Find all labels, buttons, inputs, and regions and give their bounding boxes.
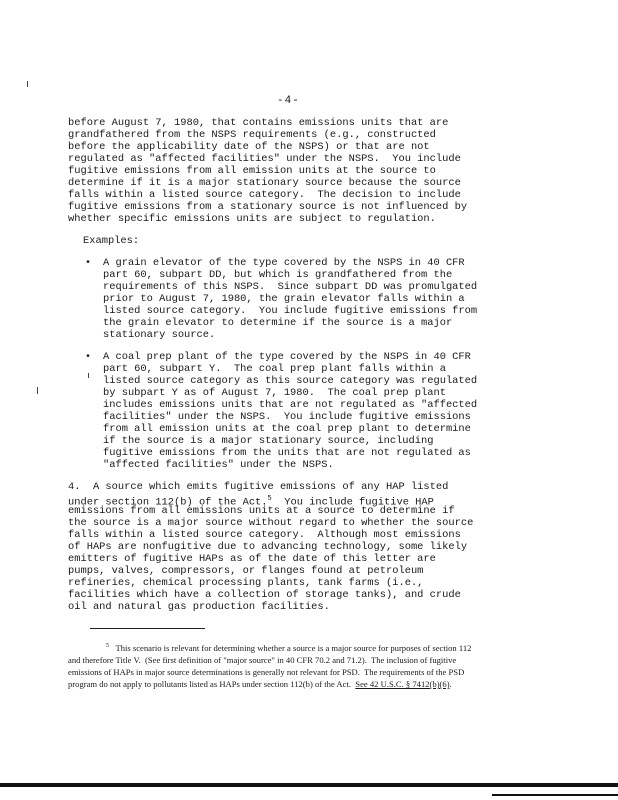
text-line: A grain elevator of the type covered by the NSPS in 40 CFR — [103, 257, 465, 269]
text-line: the grain elevator to determine if the source is a major — [103, 317, 453, 329]
text-line: listed source category. You include fugitive emissions from — [103, 305, 478, 317]
margin-mark — [88, 373, 89, 378]
text-line: falls within a listed source category. The decision to include — [68, 189, 461, 201]
text-line: whether specific emissions units are subject to regulation. — [68, 213, 436, 225]
text-line: regulated as "affected facilities" under the NSPS. You include — [68, 153, 461, 165]
text-span: You include fugitive HAP — [271, 496, 434, 509]
text-line: includes emissions units that are not regulated as "affected — [103, 399, 478, 411]
text-line: emitters of fugitive HAPs as of the date of this letter are — [68, 553, 436, 565]
text-line: stationary source. — [103, 329, 216, 341]
text-span: program do not apply to pollutants listed as HAPs under section 112(b) of the Act. — [68, 679, 356, 689]
text-line: grandfathered from the NSPS requirements (e.g., constructed — [68, 129, 436, 141]
text-line: facilities" under the NSPS. You include fugitive emissions — [103, 411, 471, 423]
footnote-line: and therefore Title V. (See first definition of "major source" in 40 CFR 70.2 and 71.2). The inclusion of fugitive — [68, 655, 457, 665]
text-line: of HAPs are nonfugitive due to advancing technology, some likely — [68, 541, 468, 553]
margin-mark — [27, 81, 28, 87]
text-span: . — [449, 679, 452, 689]
text-line: pumps, valves, compressors, or flanges found at petroleum — [68, 565, 424, 577]
text-line: the source is a major source without regard to whether the source — [68, 517, 474, 529]
text-line: falls within a listed source category. Although most emissions — [68, 529, 461, 541]
bullet-icon: • — [85, 352, 92, 363]
footnote-line: emissions of HAPs in major source determinations is generally not relevant for PSD. The requirements of the PSD — [68, 667, 465, 677]
text-line: A coal prep plant of the type covered by the NSPS in 40 CFR — [103, 351, 471, 363]
text-line: 4. A source which emits fugitive emissions of any HAP listed — [68, 481, 449, 493]
footnote-divider — [90, 628, 205, 629]
text-line: from all emission units at the coal prep plant to determine — [103, 423, 471, 435]
text-line: before August 7, 1980, that contains emissions units that are — [68, 117, 449, 129]
citation-link[interactable]: See 42 U.S.C. § 7412(b)(6) — [355, 679, 450, 689]
page-number: -4- — [277, 95, 300, 107]
text-line: part 60, subpart DD, but which is grandfathered from the — [103, 269, 453, 281]
footnote-line — [68, 678, 452, 690]
footnote-reference[interactable]: 5 — [267, 495, 272, 503]
text-line: determine if it is a major stationary source because the source — [68, 177, 461, 189]
text-line: "affected facilities" under the NSPS. — [103, 459, 334, 471]
text-line: oil and natural gas production facilities. — [68, 601, 330, 613]
text-line: before the applicability date of the NSPS) or that are not — [68, 141, 430, 153]
text-line: prior to August 7, 1980, the grain elevator falls within a — [103, 293, 465, 305]
text-line: if the source is a major stationary source, including — [103, 435, 434, 447]
scan-border — [492, 794, 618, 796]
footnote-marker: 5 — [106, 643, 109, 649]
margin-mark — [37, 387, 38, 394]
text-line: requirements of this NSPS. Since subpart DD was promulgated — [103, 281, 478, 293]
text-line: by subpart Y as of August 7, 1980. The coal prep plant — [103, 387, 446, 399]
text-line: fugitive emissions from the units that are not regulated as — [103, 447, 471, 459]
footnote-line — [106, 640, 471, 654]
examples-heading: Examples: — [83, 235, 140, 247]
scan-border — [0, 783, 618, 787]
bullet-icon: • — [85, 258, 92, 269]
text-span: This scenario is relevant for determining whether a source is a major source for purposes of section 112 — [115, 642, 472, 653]
text-line: part 60, subpart Y. The coal prep plant falls within a — [103, 363, 446, 375]
text-span: under section 112(b) of the Act. — [68, 496, 268, 509]
text-line: listed source category as this source category was regulated — [103, 375, 478, 387]
text-line: refineries, chemical processing plants, tank farms (i.e., — [68, 577, 424, 589]
text-line: fugitive emissions from a stationary source is not influenced by — [68, 201, 468, 213]
text-line: emissions from all emissions units at a source to determine if — [68, 505, 455, 517]
text-line: facilities which have a collection of storage tanks), and crude — [68, 589, 461, 601]
text-line: fugitive emissions from all emission units at the source to — [68, 165, 436, 177]
